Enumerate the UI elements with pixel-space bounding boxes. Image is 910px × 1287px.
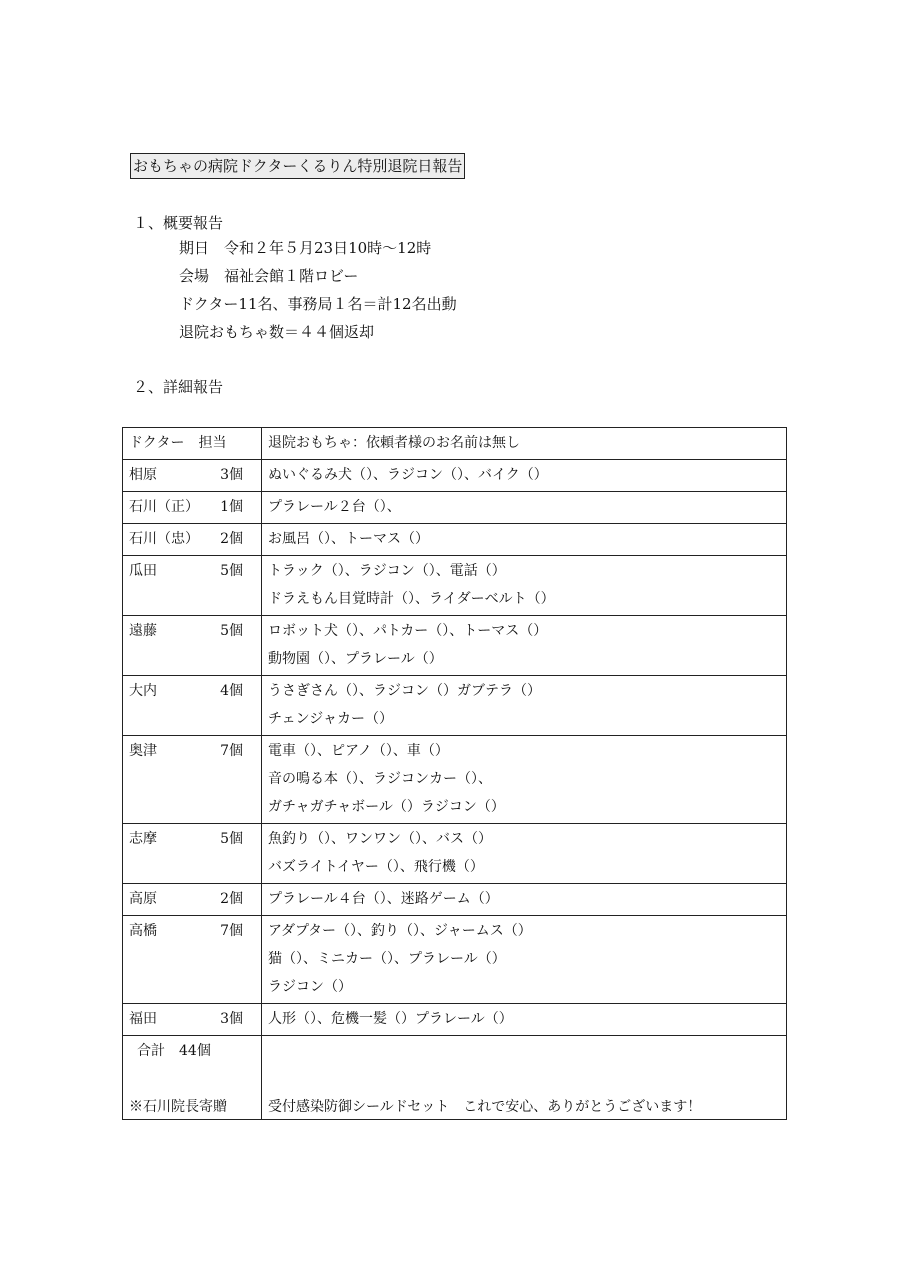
header-toys: 退院おもちゃ：依頼者様のお名前は無し: [262, 428, 787, 460]
toy-line: 動物園（）、プラレール（）: [268, 651, 443, 667]
toy-line: 猫（）、ミニカー（）、プラレール（）: [268, 951, 506, 967]
table-row: [123, 556, 787, 616]
toy-line: バズライトイヤー（）、飛行機（）: [268, 859, 484, 875]
toy-line: チェンジャカー（）: [268, 711, 393, 727]
doctor-cell: [123, 884, 262, 916]
toy-count: 5個: [220, 623, 243, 639]
doctor-name: 高橋: [129, 923, 157, 939]
doctor-cell: [123, 524, 262, 556]
doctor-cell: [123, 460, 262, 492]
toy-line: 人形（）、危機一髪（）プラレール（）: [268, 1011, 513, 1027]
table-row: [123, 616, 787, 676]
doctor-cell: [123, 824, 262, 884]
toy-line: アダプター（）、釣り（）、ジャームス（）: [268, 923, 532, 939]
summary-toy-count: 退院おもちゃ数＝４４個返却: [179, 323, 375, 341]
toys-cell: [262, 676, 787, 736]
doctor-cell: [123, 1004, 262, 1036]
toys-cell: [262, 1004, 787, 1036]
table-row: [123, 824, 787, 884]
toys-cell: [262, 524, 787, 556]
toys-cell: [262, 616, 787, 676]
section-2-heading: ２、詳細報告: [133, 378, 224, 396]
table-row: [123, 884, 787, 916]
toy-count: 5個: [220, 831, 243, 847]
table-row: [123, 524, 787, 556]
toy-line: 電車（）、ピアノ（）、車（）: [268, 743, 449, 759]
toy-line: 音の鳴る本（）、ラジコンカー（）、: [268, 771, 492, 787]
table-row: [123, 676, 787, 736]
header-doctor: ドクター 担当: [123, 428, 262, 460]
toy-line: プラレール４台（）、迷路ゲーム（）: [268, 891, 499, 907]
table-row: [123, 460, 787, 492]
toy-count: 7個: [220, 923, 243, 939]
toy-count: 2個: [220, 891, 243, 907]
report-title: おもちゃの病院ドクターくるりん特別退院日報告: [130, 153, 465, 179]
donation-cell: [262, 1036, 787, 1120]
toy-count: 5個: [220, 563, 243, 579]
total-label: 合計 44個: [137, 1043, 211, 1059]
doctor-name: 大内: [129, 683, 157, 699]
detail-table: [122, 427, 787, 1120]
toy-count: 1個: [220, 499, 243, 515]
section-1-heading: １、概要報告: [133, 214, 224, 232]
toys-cell: [262, 492, 787, 524]
toy-line: 魚釣り（）、ワンワン（）、バス（）: [268, 831, 492, 847]
table-row: [123, 916, 787, 1004]
toys-cell: [262, 916, 787, 1004]
toys-cell: [262, 824, 787, 884]
table-header-row: [123, 428, 787, 460]
doctor-cell: [123, 736, 262, 824]
toy-line: ラジコン（）: [268, 979, 352, 995]
toys-cell: [262, 736, 787, 824]
doctor-name: 遠藤: [129, 623, 157, 639]
donation-item: 受付感染防御シールドセット これで安心、ありがとうございます！: [268, 1099, 702, 1115]
toy-count: 3個: [220, 467, 243, 483]
doctor-name: 石川（忠）: [129, 531, 199, 547]
toy-line: ロボット犬（）、パトカー（）、トーマス（）: [268, 623, 548, 639]
doctor-cell: [123, 556, 262, 616]
doctor-name: 奥津: [129, 743, 157, 759]
doctor-name: 高原: [129, 891, 157, 907]
summary-staff: ドクター11名、事務局１名＝計12名出動: [179, 295, 457, 313]
doctor-name: 福田: [129, 1011, 157, 1027]
table-row: [123, 736, 787, 824]
toy-line: お風呂（）、トーマス（）: [268, 531, 429, 547]
toy-line: ドラえもん目覚時計（）、ライダーベルト（）: [268, 591, 555, 607]
doctor-name: 石川（正）: [129, 499, 199, 515]
toy-line: ぬいぐるみ犬（）、ラジコン（）、バイク（）: [268, 467, 548, 483]
toys-cell: [262, 556, 787, 616]
toy-line: プラレール２台（）、: [268, 499, 401, 515]
doctor-name: 志摩: [129, 831, 157, 847]
doctor-name: 瓜田: [129, 563, 157, 579]
table-row: [123, 1004, 787, 1036]
summary-date: 期日 令和２年５月23日10時～12時: [179, 239, 432, 257]
toy-line: ガチャガチャボール（）ラジコン（）: [268, 799, 505, 815]
toy-count: 3個: [220, 1011, 243, 1027]
total-row: [123, 1036, 787, 1120]
toys-cell: [262, 884, 787, 916]
detail-table-body: [123, 428, 787, 1120]
summary-venue: 会場 福祉会館１階ロビー: [179, 267, 359, 285]
table-row: [123, 492, 787, 524]
toy-line: トラック（）、ラジコン（）、電話（）: [268, 563, 506, 579]
doctor-cell: [123, 676, 262, 736]
toy-line: うさぎさん（）、ラジコン（）ガブテラ（）: [268, 683, 541, 699]
doctor-cell: [123, 916, 262, 1004]
donation-note: ※石川院長寄贈: [129, 1099, 227, 1115]
total-cell: [123, 1036, 262, 1120]
doctor-name: 相原: [129, 467, 157, 483]
toy-count: 7個: [220, 743, 243, 759]
toy-count: 4個: [220, 683, 243, 699]
toy-count: 2個: [220, 531, 243, 547]
doctor-cell: [123, 492, 262, 524]
doctor-cell: [123, 616, 262, 676]
toys-cell: [262, 460, 787, 492]
